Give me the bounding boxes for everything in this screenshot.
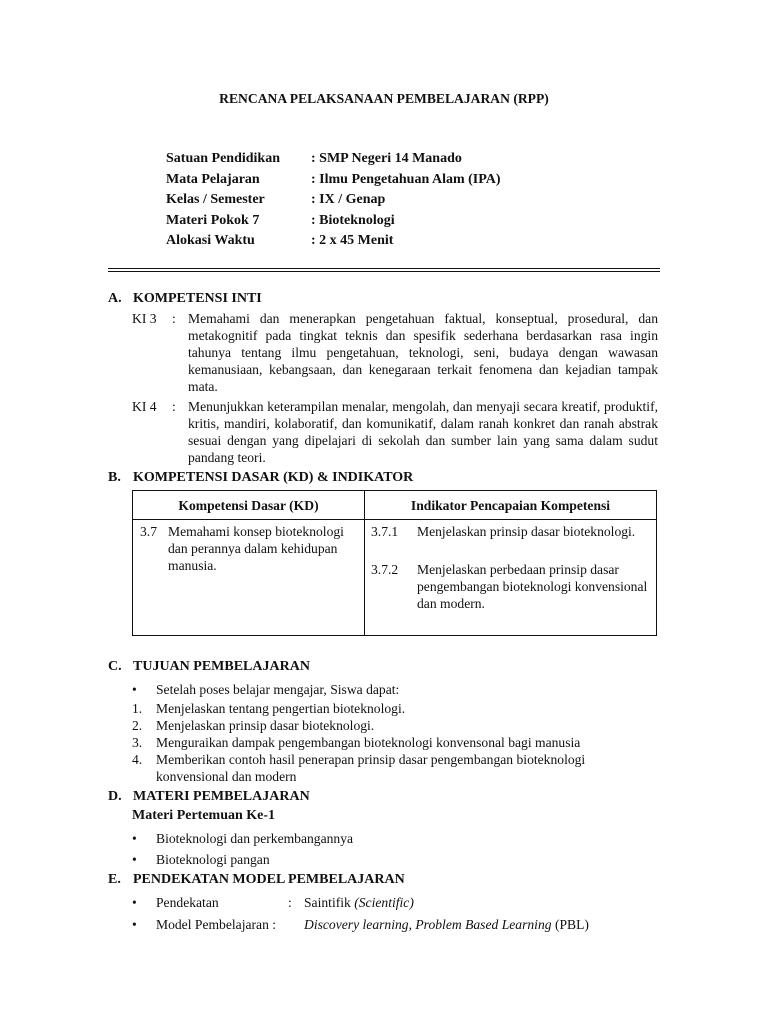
meta-label: Kelas / Semester bbox=[166, 192, 265, 207]
list-item bbox=[132, 700, 652, 717]
pendekatan-label: Pendekatan bbox=[156, 895, 219, 910]
bullet-icon: • bbox=[132, 895, 137, 910]
table-header-kd: Kompetensi Dasar (KD) bbox=[133, 491, 365, 520]
meta-label: Satuan Pendidikan bbox=[166, 151, 280, 166]
indicator-text: Menjelaskan prinsip dasar bioteknologi. bbox=[417, 524, 636, 539]
model-value-italic: Discovery learning, Problem Based Learning bbox=[304, 917, 552, 932]
meta-value: : Bioteknologi bbox=[311, 213, 395, 228]
bullet-icon: • bbox=[132, 852, 137, 867]
ki4-code: KI 4 bbox=[132, 399, 157, 414]
indicator-number: 3.7.2 bbox=[371, 562, 399, 577]
list-item bbox=[132, 734, 652, 751]
section-title: TUJUAN PEMBELAJARAN bbox=[133, 659, 310, 674]
list-number: 3. bbox=[132, 735, 143, 750]
list-number: 1. bbox=[132, 701, 143, 716]
table-header-row bbox=[133, 491, 657, 520]
ki3-text: Memahami dan menerapkan pengetahuan faktual, konseptual, prosedural, dan metakognitif pada tingkat teknis dan spesifik sederhana berdasarkan rasa ingin tahunya tentang ilmu pengetahuan, teknologi, seni, budaya dengan wawasan kemanusiaan, kebangsaan, dan kenegaraan terkait fenomena dan kejadian tampak mata. bbox=[188, 311, 658, 394]
section-letter: C. bbox=[108, 659, 122, 674]
indicator-text: Menjelaskan perbedaan prinsip dasar pengembangan bioteknologi konvensional dan modern. bbox=[417, 562, 648, 611]
list-item bbox=[132, 830, 532, 847]
list-text: Bioteknologi dan perkembangannya bbox=[156, 831, 354, 846]
bullet-icon: • bbox=[132, 917, 137, 932]
list-item bbox=[132, 681, 632, 698]
meta-value: : IX / Genap bbox=[311, 192, 386, 207]
section-letter: D. bbox=[108, 789, 122, 804]
pendekatan-value bbox=[304, 894, 414, 911]
section-title: KOMPETENSI DASAR (KD) & INDIKATOR bbox=[133, 470, 414, 485]
ki4-colon: : bbox=[172, 399, 176, 414]
meta-row-mapel bbox=[166, 171, 586, 191]
meta-row-materi bbox=[166, 212, 586, 232]
section-title: MATERI PEMBELAJARAN bbox=[133, 789, 310, 804]
section-d-heading bbox=[108, 788, 310, 805]
model-label: Model Pembelajaran : bbox=[156, 917, 277, 932]
divider-rule bbox=[108, 268, 660, 269]
kd-indicator-table bbox=[132, 490, 657, 636]
section-b-heading bbox=[108, 469, 413, 486]
meta-value: : Ilmu Pengetahuan Alam (IPA) bbox=[311, 172, 501, 187]
meta-value: : SMP Negeri 14 Manado bbox=[311, 151, 462, 166]
meta-row-kelas bbox=[166, 191, 586, 211]
section-e-heading bbox=[108, 871, 405, 888]
section-title: KOMPETENSI INTI bbox=[133, 291, 262, 306]
indicator-number: 3.7.1 bbox=[371, 524, 399, 539]
bullet-icon: • bbox=[132, 682, 137, 697]
list-item bbox=[132, 894, 632, 911]
meta-value: : 2 x 45 Menit bbox=[311, 233, 394, 248]
ki4-text: Menunjukkan keterampilan menalar, mengolah, dan menyaji secara kreatif, produktif, kritis, mandiri, kolaboratif, dan komunikatif, dalam ranah konkret dan ranah abstrak sesuai dengan yang dipelajari di sekolah dan sumber lain yang sama dalam sudut pandang teori. bbox=[188, 399, 658, 465]
list-item bbox=[132, 851, 532, 868]
ki3-colon: : bbox=[172, 311, 176, 326]
meta-label: Alokasi Waktu bbox=[166, 233, 255, 248]
kd-text: Memahami konsep bioteknologi dan perannya dalam kehidupan manusia. bbox=[168, 524, 344, 573]
kd-cell bbox=[133, 520, 365, 636]
model-value bbox=[304, 916, 589, 933]
list-text: Bioteknologi pangan bbox=[156, 852, 270, 867]
bullet-icon: • bbox=[132, 831, 137, 846]
indicator-cell bbox=[365, 520, 657, 636]
table-header-indikator: Indikator Pencapaian Kompetensi bbox=[365, 491, 657, 520]
section-title: PENDEKATAN MODEL PEMBELAJARAN bbox=[133, 872, 405, 887]
meta-label: Materi Pokok 7 bbox=[166, 213, 260, 228]
list-text: Menjelaskan prinsip dasar bioteknologi. bbox=[156, 718, 375, 733]
list-number: 4. bbox=[132, 752, 143, 767]
section-c-heading bbox=[108, 658, 310, 675]
list-item bbox=[132, 916, 652, 933]
model-value-suffix: (PBL) bbox=[554, 917, 589, 932]
page-title: RENCANA PELAKSANAAN PEMBELAJARAN (RPP) bbox=[219, 91, 549, 106]
meta-row-satuan bbox=[166, 150, 586, 170]
pendekatan-value-text: Saintifik bbox=[304, 895, 351, 910]
list-text: Memberikan contoh hasil penerapan prinsip dasar pengembangan bioteknologi konvensional dan modern bbox=[156, 752, 586, 784]
list-text: Menguraikan dampak pengembangan bioteknologi konvensonal bagi manusia bbox=[156, 735, 581, 750]
table-row bbox=[133, 520, 657, 636]
section-a-heading bbox=[108, 290, 262, 307]
ki3-code: KI 3 bbox=[132, 311, 157, 326]
materi-subheading: Materi Pertemuan Ke-1 bbox=[132, 808, 276, 823]
meta-row-alokasi bbox=[166, 232, 586, 252]
tujuan-intro: Setelah poses belajar mengajar, Siswa dapat: bbox=[156, 682, 400, 697]
pendekatan-value-italic: (Scientific) bbox=[354, 895, 414, 910]
section-letter: E. bbox=[108, 872, 121, 887]
list-item bbox=[132, 717, 652, 734]
list-number: 2. bbox=[132, 718, 143, 733]
section-letter: B. bbox=[108, 470, 121, 485]
divider-rule bbox=[108, 271, 660, 272]
section-letter: A. bbox=[108, 291, 122, 306]
pendekatan-colon: : bbox=[288, 895, 292, 910]
list-text: Menjelaskan tentang pengertian bioteknologi. bbox=[156, 701, 406, 716]
kd-number: 3.7 bbox=[140, 524, 157, 539]
list-item bbox=[132, 751, 652, 785]
meta-label: Mata Pelajaran bbox=[166, 172, 260, 187]
